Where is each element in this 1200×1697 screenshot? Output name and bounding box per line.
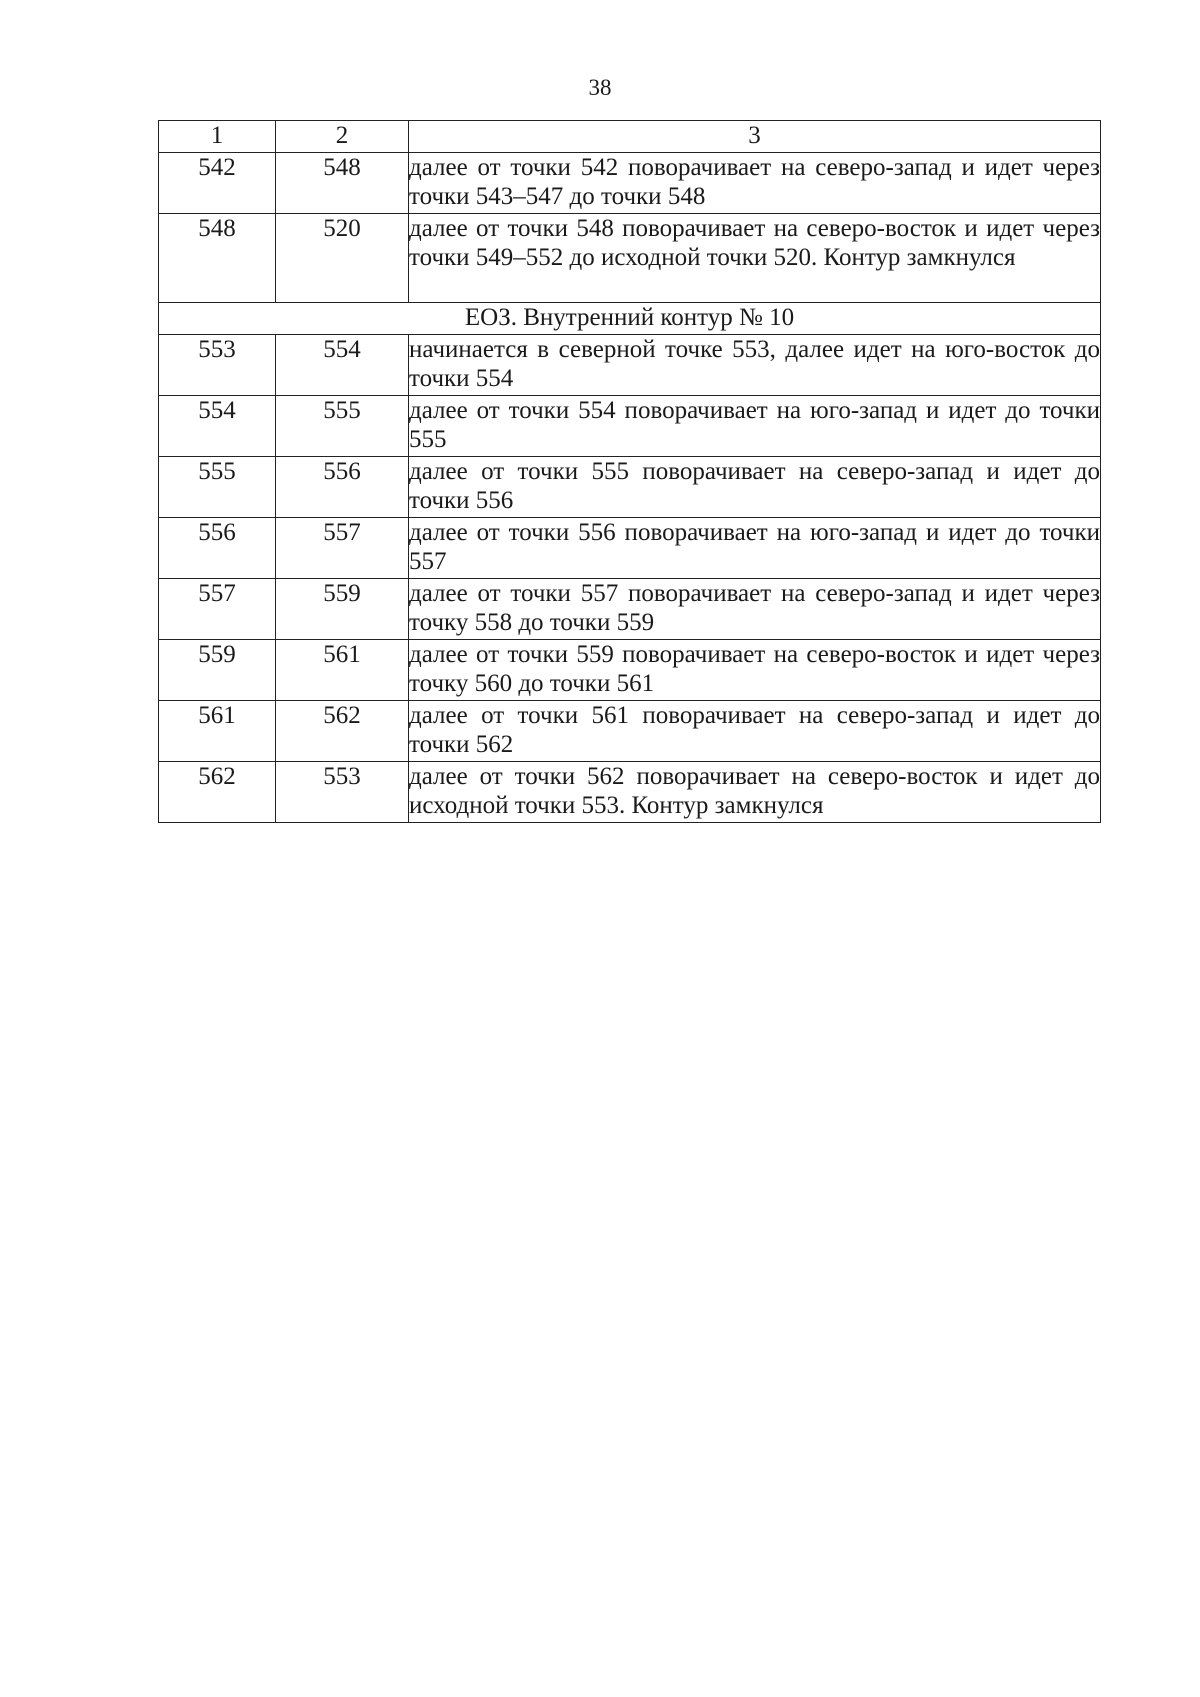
description-cell: начинается в северной точке 553, далее идет на юго-восток до точки 554	[409, 335, 1101, 396]
description-cell: далее от точки 554 поворачивает на юго-запад и идет до точки 555	[409, 396, 1101, 457]
to-point-cell: 556	[276, 457, 409, 518]
from-point-cell: 554	[159, 396, 276, 457]
description-cell: далее от точки 557 поворачивает на северо-запад и идет через точку 558 до точки 559	[409, 579, 1101, 640]
to-point-cell: 548	[276, 153, 409, 214]
from-point-cell: 548	[159, 214, 276, 303]
from-point-cell: 556	[159, 518, 276, 579]
description-cell: далее от точки 542 поворачивает на северо-запад и идет через точки 543–547 до точки 548	[409, 153, 1101, 214]
boundary-description-table	[158, 120, 1101, 823]
table-row	[159, 335, 1101, 396]
table-row	[159, 396, 1101, 457]
to-point-cell: 554	[276, 335, 409, 396]
description-cell: далее от точки 561 поворачивает на северо-запад и идет до точки 562	[409, 701, 1101, 762]
from-point-cell: 553	[159, 335, 276, 396]
page-number: 38	[588, 75, 612, 100]
description-cell: далее от точки 556 поворачивает на юго-запад и идет до точки 557	[409, 518, 1101, 579]
to-point-cell: 557	[276, 518, 409, 579]
from-point-cell: 562	[159, 762, 276, 823]
table-row	[159, 762, 1101, 823]
table-row	[159, 640, 1101, 701]
to-point-cell: 562	[276, 701, 409, 762]
table-row	[159, 457, 1101, 518]
from-point-cell: 559	[159, 640, 276, 701]
table-row	[159, 579, 1101, 640]
column-header-3: 3	[409, 121, 1101, 153]
description-cell: далее от точки 555 поворачивает на северо-запад и идет до точки 556	[409, 457, 1101, 518]
from-point-cell: 555	[159, 457, 276, 518]
description-cell: далее от точки 562 поворачивает на северо-восток и идет до исходной точки 553. Контур замкнулся	[409, 762, 1101, 823]
to-point-cell: 561	[276, 640, 409, 701]
table-row	[159, 153, 1101, 214]
table-row	[159, 518, 1101, 579]
from-point-cell: 542	[159, 153, 276, 214]
to-point-cell: 553	[276, 762, 409, 823]
to-point-cell: 520	[276, 214, 409, 303]
description-cell: далее от точки 559 поворачивает на северо-восток и идет через точку 560 до точки 561	[409, 640, 1101, 701]
table-row	[159, 214, 1101, 303]
to-point-cell: 559	[276, 579, 409, 640]
section-title: ЕОЗ. Внутренний контур № 10	[159, 303, 1101, 335]
section-header-row	[159, 303, 1101, 335]
to-point-cell: 555	[276, 396, 409, 457]
from-point-cell: 561	[159, 701, 276, 762]
column-header-2: 2	[276, 121, 409, 153]
from-point-cell: 557	[159, 579, 276, 640]
description-cell: далее от точки 548 поворачивает на северо-восток и идет через точки 549–552 до исходной точки 520. Контур замкнулся	[409, 214, 1101, 303]
column-header-1: 1	[159, 121, 276, 153]
table-row	[159, 701, 1101, 762]
table-header-row	[159, 121, 1101, 153]
